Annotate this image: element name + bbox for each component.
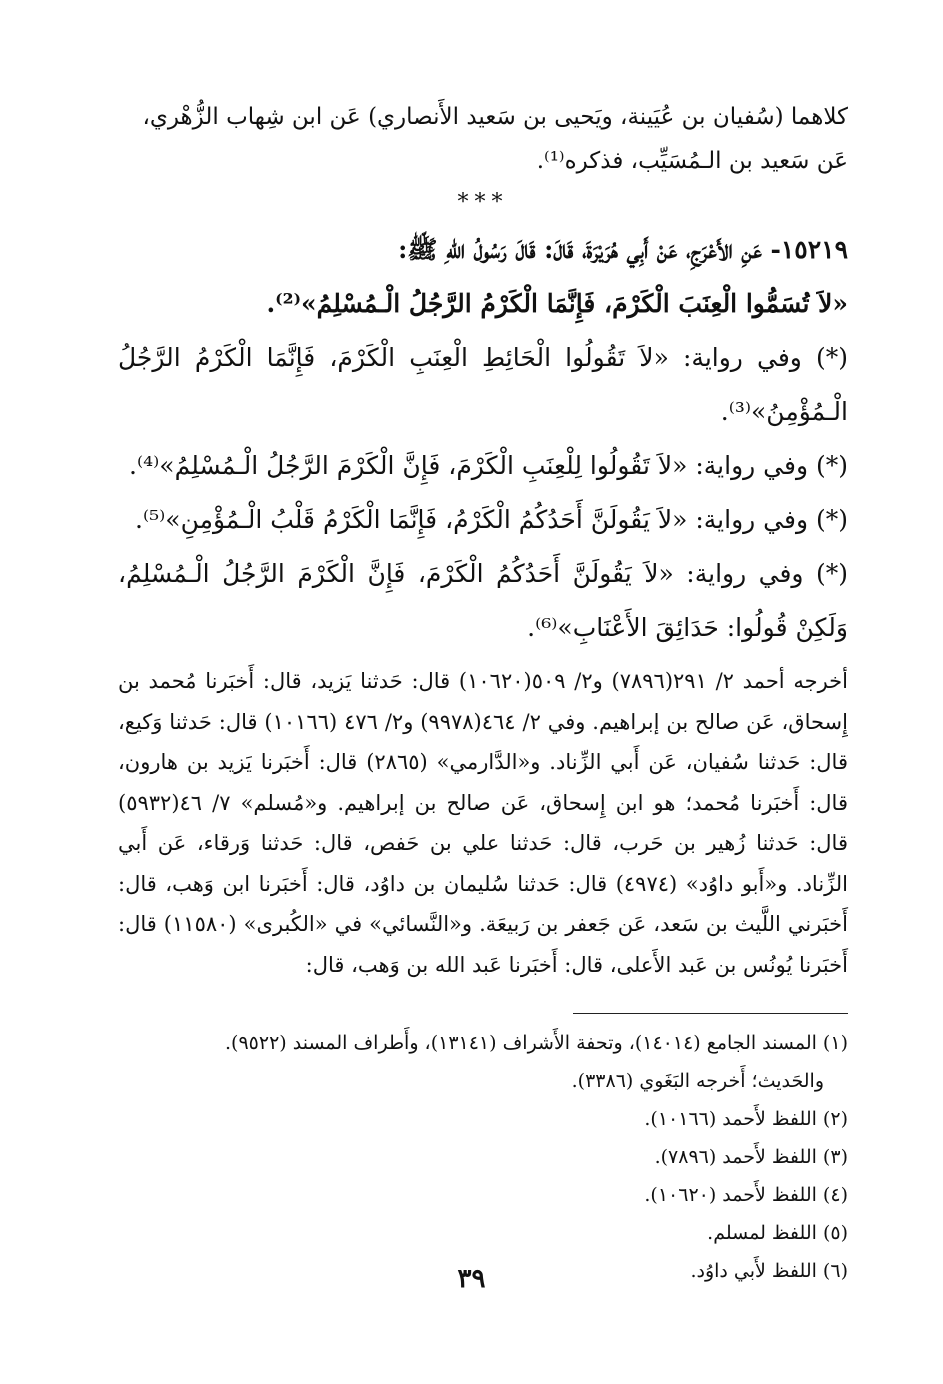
takhrij-paragraph: أخرجه أحمد ٢/ ٢٩١(٧٨٩٦) و٢/ ٥٠٩(١٠٦٢٠) قال: حَدثنا يَزيد، قال: أَخبَرنا مُحمد بن إِسحاق، عَن صالح بن إبراهيم. وفي ٢/ ٤٦٤(٩٩٧٨) و٢/ ٤٧٦ (١٠١٦٦) قال: حَدثنا وَكيع، قال: حَدثنا سُفيان، عَن أَبي الزِّناد. و«الدَّارمي» (٢٨٦٥) قال: أَخبَرنا يَزيد بن هارون، قال: أَخبَرنا مُحمد؛ هو ابن إِسحاق، عَن صالح بن إبراهيم. و«مُسلم» ٧/ ٤٦(٥٩٣٢) قال: حَدثنا زُهير بن حَرب، قال: حَدثنا علي بن حَفص، قال: حَدثنا وَرقاء، عَن أَبي الزِّناد. و«أَبو داوُد» (٤٩٧٤) قال: حَدثنا سُليمان بن داوُد، قال: أَخبَرنا ابن وَهب، قال: أَخبَرني اللَّيث بن سَعد، عَن جَعفر بن رَبيعَة. و«النَّسائي» في «الكُبرى» (١١٥٨٠) قال: أَخبَرنا يُونُس بن عَبد الأَعلى، قال: أَخبَرنا عَبد الله بن وَهب، قال: xyxy=(118,669,849,977)
variant-narration: (*) وفي رواية: «لاَ يَقُولَنَّ أَحَدُكُمُ الْكَرْمَ، فَإِنَّ الْكَرْمَ الرَّجُلُ الْـمُسْلِمُ، وَلَكِنْ قُولُوا: حَدَائِقَ الأَعْنَابِ»⁽⁶⁾. xyxy=(118,559,848,642)
footnote-5: (٥) اللفظ لمسلم. xyxy=(707,1222,848,1244)
page-number: ٣٩ xyxy=(457,1264,486,1294)
footnote-1-continuation: والحَديث؛ أَخرجه البَغَوي (٣٣٨٦). xyxy=(571,1070,824,1092)
variant-narration: (*) وفي رواية: «لاَ تَقُولُوا الْحَائِطِ الْعِنَبِ الْكَرْمَ، فَإِنَّمَا الْكَرْمُ الرَّجُلُ الْـمُؤْمِنُ»⁽³⁾. xyxy=(118,343,848,426)
footnote-6: (٦) اللفظ لأَبي داوُد. xyxy=(690,1260,848,1282)
footnotes xyxy=(118,1024,848,1290)
intro-line: كلاهما (سُفيان بن عُيَينة، ويَحيى بن سَعيد الأَنصاري) عَن ابن شِهاب الزُّهْري، xyxy=(142,104,848,130)
variant-narration: (*) وفي رواية: «لاَ يَقُولَنَّ أَحَدُكُمُ الْكَرْمُ، فَإِنَّمَا الْكَرْمُ قَلْبُ الْـمُؤْمِنِ»⁽⁵⁾. xyxy=(135,505,848,534)
section-separator: *** xyxy=(457,190,509,215)
footnote-4: (٤) اللفظ لأَحمد (١٠٦٢٠). xyxy=(644,1184,848,1206)
hadith-line: «لاَ تُسَمُّوا الْعِنَبَ الْكَرْمَ، فَإِنَّمَا الْكَرْمُ الرَّجُلُ الْـمُسْلِمُ»⁽²⁾. xyxy=(266,289,848,318)
footnote-3: (٣) اللفظ لأَحمد (٧٨٩٦). xyxy=(654,1146,848,1168)
hadith-line: ١٥٢١٩- عَنِ الأَعْرَجِ، عَنْ أَبِي هُرَيْرَةَ، قَالَ: قَالَ رَسُولُ اللهِ ﷺ: xyxy=(398,235,848,264)
variant-narration: (*) وفي رواية: «لاَ تَقُولُوا لِلْعِنَبِ الْكَرْمَ، فَإِنَّ الْكَرْمَ الرَّجُلُ الْـمُسْلِمُ»⁽⁴⁾. xyxy=(129,451,848,480)
page-body xyxy=(118,95,848,1325)
footnote-1: (١) المسند الجامع (١٤٠١٤)، وتحفة الأَشراف (١٣١٤١)، وأَطراف المسند (٩٥٢٢). xyxy=(225,1032,848,1054)
hadith-main xyxy=(118,223,848,331)
footnote-2: (٢) اللفظ لأَحمد (١٠١٦٦). xyxy=(644,1108,848,1130)
intro-line: عَن سَعيد بن الـمُسَيِّب، فذكره⁽¹⁾. xyxy=(536,148,848,174)
footnote-divider xyxy=(573,1013,848,1014)
